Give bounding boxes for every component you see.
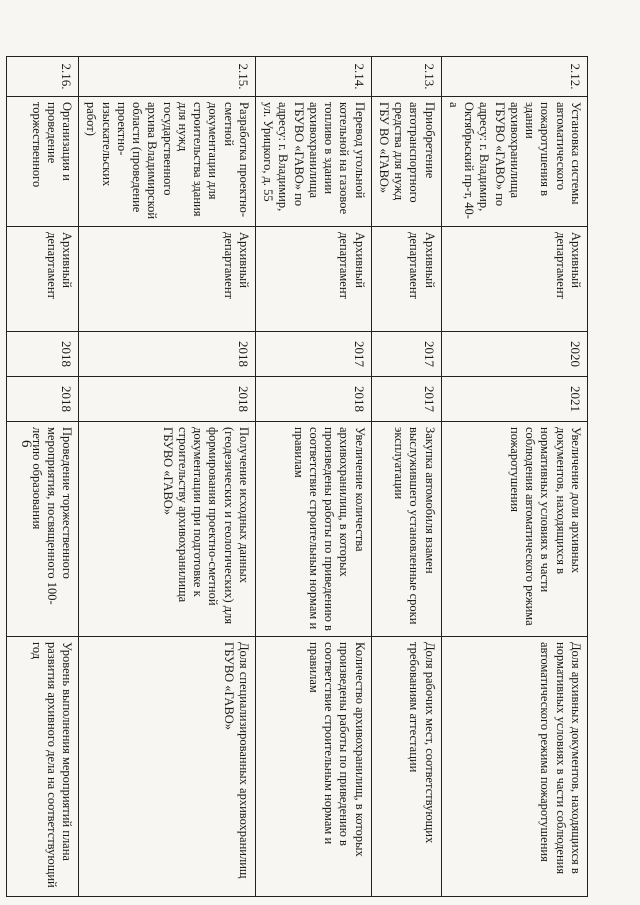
- table-container: [29, 56, 588, 896]
- event-cell: Установка системы автоматического пожаротушения в здании архивохранилища ГБУВО «ГАВО» по адресу: г. Владимир, Октябрьский пр-т, 40-а: [441, 97, 587, 227]
- table-row: [371, 57, 441, 897]
- indicator-cell: Уровень выполнения мероприятий плана развития архивного дела на соответствующий год: [7, 637, 79, 897]
- start-year-cell: 2018: [79, 332, 256, 377]
- row-number: 2.12.: [441, 57, 587, 97]
- executor-cell: Архивный департамент: [79, 227, 256, 332]
- end-year-cell: 2018: [256, 377, 372, 422]
- page-number: 6: [18, 440, 34, 448]
- start-year-cell: 2018: [7, 332, 79, 377]
- row-number: 2.15.: [79, 57, 256, 97]
- table-row: [7, 57, 79, 897]
- end-year-cell: 2018: [79, 377, 256, 422]
- event-cell: Перевод угольной котельной на газовое топливо в здании архивохранилища ГБУВО «ГАВО» по адресу: г. Владимир, ул. Урицкого, д. 55: [256, 97, 372, 227]
- end-year-cell: 2021: [441, 377, 587, 422]
- executor-cell: Архивный департамент: [371, 227, 441, 332]
- indicator-cell: Доля архивных документов, находящихся в нормативных условиях в части соблюдения автоматического режима пожаротушения: [441, 637, 587, 897]
- start-year-cell: 2017: [256, 332, 372, 377]
- row-number: 2.14.: [256, 57, 372, 97]
- result-cell: Проведение торжественного мероприятия, посвященного 100-летию образования: [7, 422, 79, 637]
- event-cell: Организация и проведение торжественного: [7, 97, 79, 227]
- end-year-cell: 2017: [371, 377, 441, 422]
- start-year-cell: 2017: [371, 332, 441, 377]
- event-cell: Разработка проектно-сметной документации для строительства здания для нужд государственного архива Владимирской области (проведение проектно-изыскательских работ): [79, 97, 256, 227]
- row-number: 2.13.: [371, 57, 441, 97]
- executor-cell: Архивный департамент: [7, 227, 79, 332]
- result-cell: Получение исходных данных (геодезических и геологических) для формирования проектно-сметной документации при подготовке к строительству архивохранилища ГБУВО «ГАВО»: [79, 422, 256, 637]
- table-row: [441, 57, 587, 897]
- table-row: [256, 57, 372, 897]
- program-table: [6, 56, 588, 897]
- event-cell: Приобретение автотранспортного средства для нужд ГБУ ВО «ГАВО»: [371, 97, 441, 227]
- executor-cell: Архивный департамент: [441, 227, 587, 332]
- executor-cell: Архивный департамент: [256, 227, 372, 332]
- result-cell: Увеличение количества архивохранилищ, в которых произведены работы по приведению в соответствие строительным нормам и правилам: [256, 422, 372, 637]
- start-year-cell: 2020: [441, 332, 587, 377]
- indicator-cell: Доля специализированных архивохранилищ ГБУВО «ГАВО»: [79, 637, 256, 897]
- result-cell: Закупка автомобиля взамен выслужившего установленные сроки эксплуатации: [371, 422, 441, 637]
- end-year-cell: 2018: [7, 377, 79, 422]
- indicator-cell: Доля рабочих мест, соответствующих требованиям аттестации: [371, 637, 441, 897]
- result-cell: Увеличение доли архивных документов, находящихся в нормативных условиях в части соблюдения автоматического режима пожаротушения: [441, 422, 587, 637]
- table-row: [79, 57, 256, 897]
- indicator-cell: Количество архивохранилищ, в которых произведены работы по приведению в соответствие строительным нормам и правилам: [256, 637, 372, 897]
- row-number: 2.16.: [7, 57, 79, 97]
